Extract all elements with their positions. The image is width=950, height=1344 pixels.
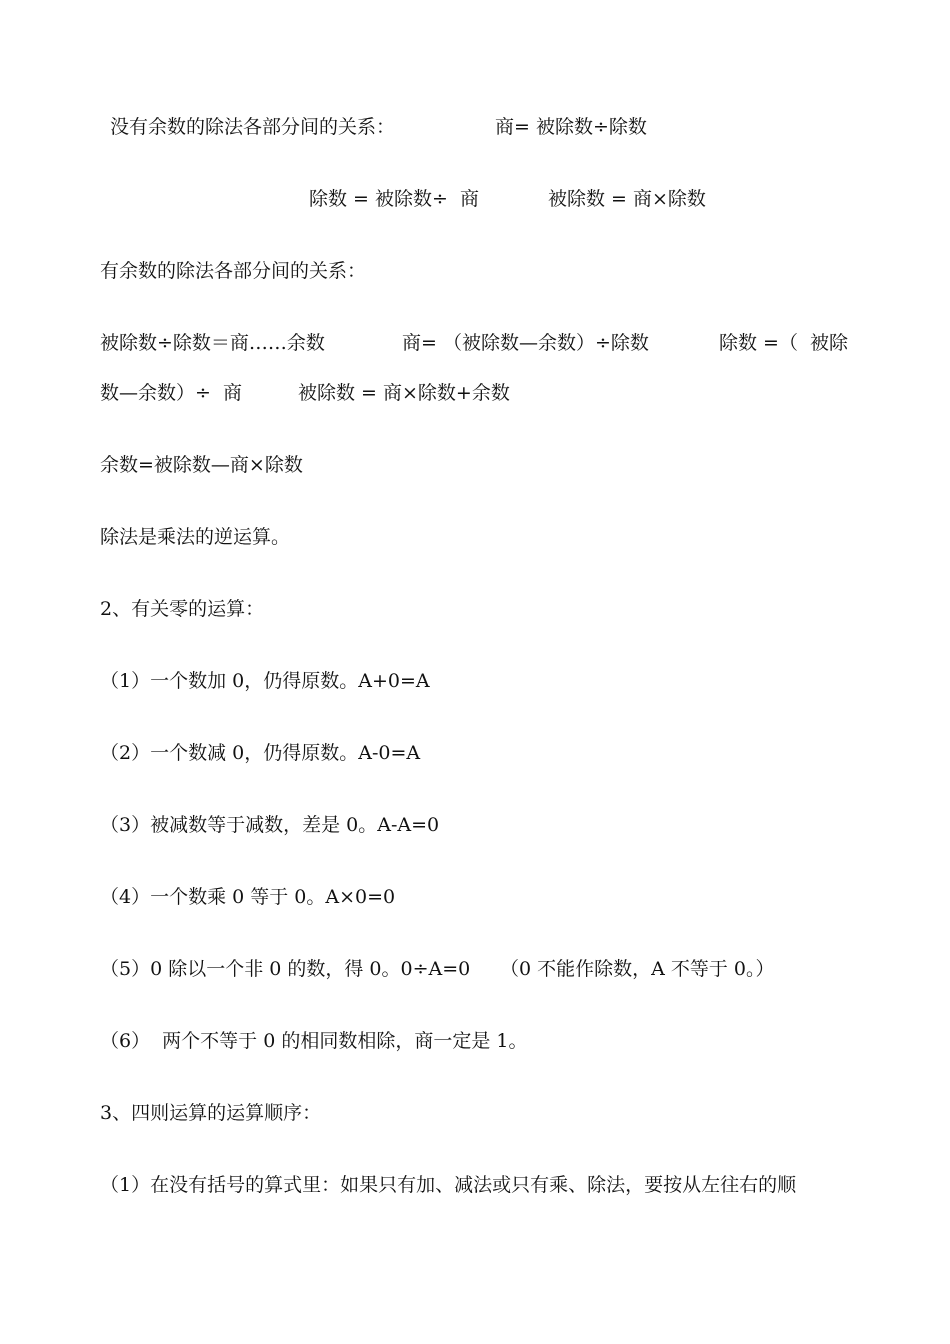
- list-item: （1）一个数加 0，仍得原数。A+0=A: [100, 670, 430, 692]
- text-line: 商= （被除数—余数）÷除数: [402, 332, 649, 354]
- text-line: 被除数 = 商×除数: [548, 188, 706, 210]
- list-item: （3）被减数等于减数，差是 0。A-A=0: [100, 814, 440, 836]
- text-line: 除法是乘法的逆运算。: [100, 526, 291, 548]
- list-item: （4）一个数乘 0 等于 0。A×0=0: [100, 886, 396, 908]
- text-line: 数—余数）÷ 商: [100, 382, 242, 404]
- text-line: 被除数÷除数＝商……余数: [100, 332, 325, 354]
- text-line: 余数=被除数—商×除数: [100, 454, 303, 476]
- text-line: 被除数 = 商×除数+余数: [298, 382, 510, 404]
- text-line: 除数 =（ 被除: [719, 332, 849, 354]
- section-heading: 2、有关零的运算：: [100, 598, 265, 620]
- list-item: （1）在没有括号的算式里：如果只有加、减法或只有乘、除法，要按从左往右的顺: [100, 1174, 797, 1196]
- text-line: 商= 被除数÷除数: [495, 116, 647, 138]
- list-item: （5）0 除以一个非 0 的数，得 0。0÷A=0: [100, 958, 471, 980]
- list-item: （2）一个数减 0，仍得原数。A-0=A: [100, 742, 421, 764]
- text-line: 除数 = 被除数÷ 商: [309, 188, 479, 210]
- section-heading: 3、四则运算的运算顺序：: [100, 1102, 322, 1124]
- list-item-note: （0 不能作除数，A 不等于 0。）: [500, 958, 775, 980]
- text-line: 没有余数的除法各部分间的关系：: [110, 116, 396, 138]
- list-item: （6） 两个不等于 0 的相同数相除，商一定是 1。: [100, 1030, 528, 1052]
- text-line: 有余数的除法各部分间的关系：: [100, 260, 367, 282]
